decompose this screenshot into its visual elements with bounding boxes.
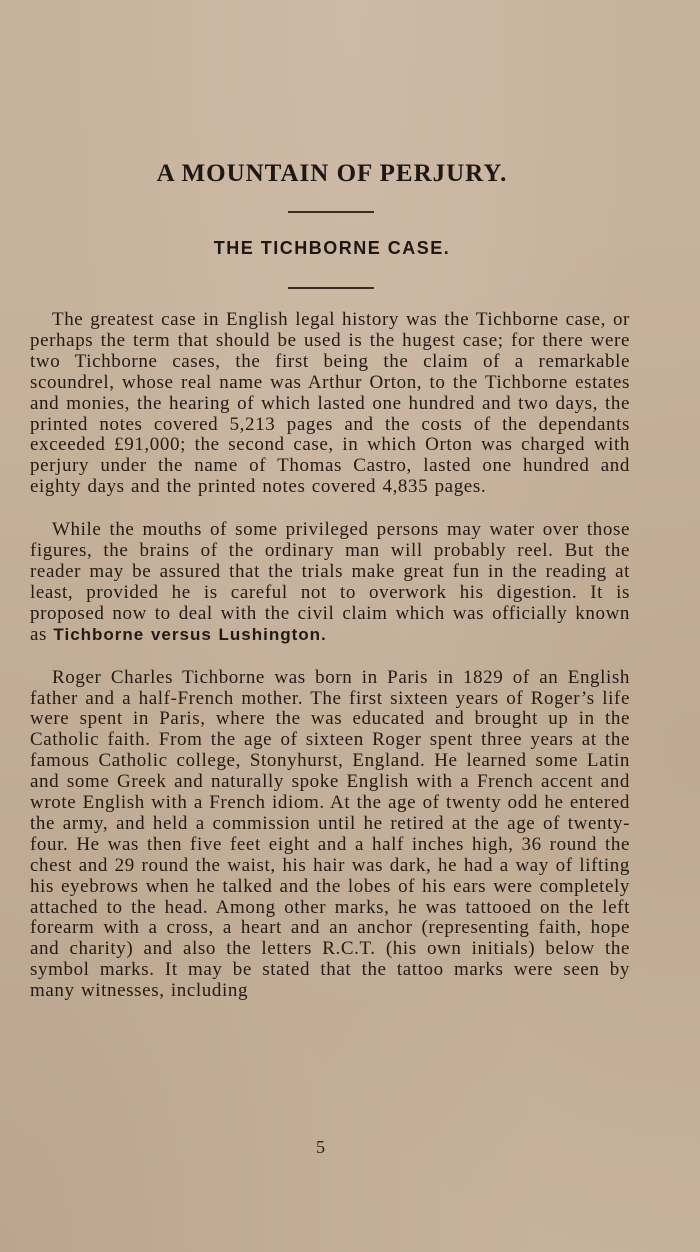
page-number: 5 [316,1137,325,1157]
paragraph-2-text: While the mouths of some privileged persons may water over those figures, the brains of the ordinary man will probably reel. But the reader may be assured that the trials make great fun in the reading at least, provided he is careful not to overwork his digestion. It is proposed now to deal with the civil claim which was officially known as [30,519,630,645]
page-title: A MOUNTAIN OF PERJURY. [156,160,508,187]
paragraph-3: Roger Charles Tichborne was born in Paris in 1829 of an English father and a half-French mother. The first sixteen years of Roger’s life were spent in Paris, where the was educated and brought up in the Catholic faith. From the age of sixteen Roger spent three years at the famous Catholic college, Stonyhurst, England. He learned some Latin and some Greek and naturally spoke English with a French accent and wrote English with a French idiom. At the age of twenty odd he entered the army, and held a commission until he retired at the age of twenty-four. He was then five feet eight and a half inches high, 36 round the chest and 29 round the waist, his hair was dark, he had a way of lifting his eyebrows when he talked and the lobes of his ears were completely attached to the head. Among other marks, he was tattooed on the left forearm with a cross, a heart and an anchor (representing faith, hope and charity) and also the letters R.C.T. (his own initials) below the symbol marks. It may be stated that the tattoo marks were seen by many witnesses, including [30,666,630,1002]
subtitle-divider [288,287,374,289]
title-divider [288,211,374,213]
paragraph-2 [30,520,630,645]
body-text [30,310,630,1024]
section-subtitle: THE TICHBORNE CASE. [213,238,451,258]
case-name: Tichborne versus Lushington. [53,624,327,644]
paragraph-1: The greatest case in English legal history was the Tichborne case, or perhaps the term that should be used is the hugest case; for there were two Tichborne cases, the first being the claim of a remarkable scoundrel, whose real name was Arthur Orton, to the Tichborne estates and monies, the hearing of which lasted one hundred and two days, the printed notes covered 5,213 pages and the costs of the dependants exceeded £91,000; the second case, in which Orton was charged with perjury under the name of Thomas Castro, lasted one hundred and eighty days and the printed notes covered 4,835 pages. [30,309,630,498]
